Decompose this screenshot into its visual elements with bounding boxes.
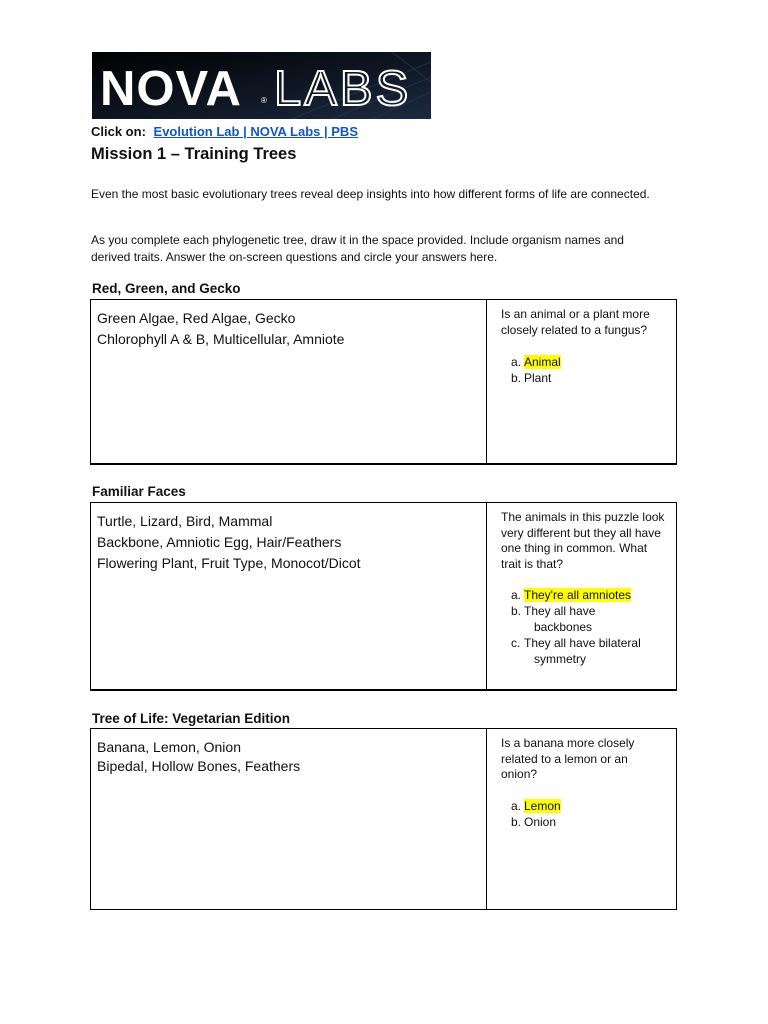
nova-labs-logo-graphic xyxy=(92,52,431,119)
click-on-line xyxy=(91,124,358,139)
tree-drawing-area[interactable] xyxy=(91,300,487,463)
answer-option[interactable] xyxy=(511,354,676,370)
answer-option[interactable] xyxy=(511,587,676,603)
trait-list: Chlorophyll A & B, Multicellular, Amniote xyxy=(97,331,345,347)
option-text-highlighted: Animal xyxy=(524,355,561,369)
option-text-continued: symmetry xyxy=(534,652,586,666)
option-letter: a. xyxy=(511,798,522,813)
section-title-familiar-faces: Familiar Faces xyxy=(92,484,186,499)
option-text: Onion xyxy=(524,814,557,829)
evolution-lab-link[interactable]: Evolution Lab | NOVA Labs | PBS xyxy=(153,124,358,139)
answer-option[interactable] xyxy=(511,603,676,635)
nova-labs-logo xyxy=(92,52,431,119)
question-area xyxy=(487,300,676,463)
answer-box-red-green-gecko xyxy=(90,299,677,465)
trait-list: Bipedal, Hollow Bones, Feathers xyxy=(97,758,301,774)
trait-list: Flowering Plant, Fruit Type, Monocot/Dicot xyxy=(97,555,361,571)
option-letter: b. xyxy=(511,371,522,385)
tree-drawing-area[interactable] xyxy=(91,503,487,689)
organism-list: Banana, Lemon, Onion xyxy=(97,739,241,755)
section-title-tree-of-life: Tree of Life: Vegetarian Edition xyxy=(92,711,291,726)
trait-list: Backbone, Amniotic Egg, Hair/Feathers xyxy=(97,534,342,550)
click-on-label: Click on: xyxy=(91,124,146,139)
option-letter: a. xyxy=(511,355,522,369)
answer-options xyxy=(511,354,676,386)
option-text-continued: backbones xyxy=(534,620,593,634)
option-text-highlighted: Lemon xyxy=(524,798,561,813)
intro-paragraph-2: As you complete each phylogenetic tree, draw it in the space provided. Include organism names and derived traits. Answer the on-screen questions and circle your answers here. xyxy=(91,233,624,264)
answer-options xyxy=(511,798,676,830)
answer-box-familiar-faces xyxy=(90,502,677,691)
organism-list: Turtle, Lizard, Bird, Mammal xyxy=(97,513,273,529)
question-text: Is a banana more closely related to a lemon or an onion? xyxy=(501,736,635,781)
question-area xyxy=(487,729,676,909)
logo-word-labs: LABS xyxy=(274,62,412,116)
option-text: They all have xyxy=(524,604,596,618)
option-text: Plant xyxy=(524,371,552,385)
option-letter: b. xyxy=(511,814,522,829)
option-text-highlighted: They're all amniotes xyxy=(524,588,632,602)
option-letter: a. xyxy=(511,588,522,602)
intro-paragraph-1: Even the most basic evolutionary trees reveal deep insights into how different forms of life are connected. xyxy=(91,187,650,201)
answer-option[interactable] xyxy=(511,370,676,386)
answer-option[interactable] xyxy=(511,798,676,814)
question-text: Is an animal or a plant more closely related to a fungus? xyxy=(501,307,650,337)
logo-word-nova: NOVA xyxy=(100,62,242,116)
question-text: The animals in this puzzle look very different but they all have one thing in common. What trait is that? xyxy=(501,510,665,571)
section-title-red-green-gecko: Red, Green, and Gecko xyxy=(92,281,241,296)
page-title: Mission 1 – Training Trees xyxy=(91,145,297,163)
question-area xyxy=(487,503,676,689)
answer-option[interactable] xyxy=(511,814,676,830)
answer-option[interactable] xyxy=(511,635,676,667)
option-text: They all have bilateral xyxy=(524,636,641,650)
option-letter: b. xyxy=(511,604,522,618)
logo-trademark: ® xyxy=(261,96,267,105)
option-letter: c. xyxy=(511,636,521,650)
organism-list: Green Algae, Red Algae, Gecko xyxy=(97,310,296,326)
answer-options xyxy=(511,587,676,667)
tree-drawing-area[interactable] xyxy=(91,729,487,909)
answer-box-tree-of-life xyxy=(90,728,677,910)
